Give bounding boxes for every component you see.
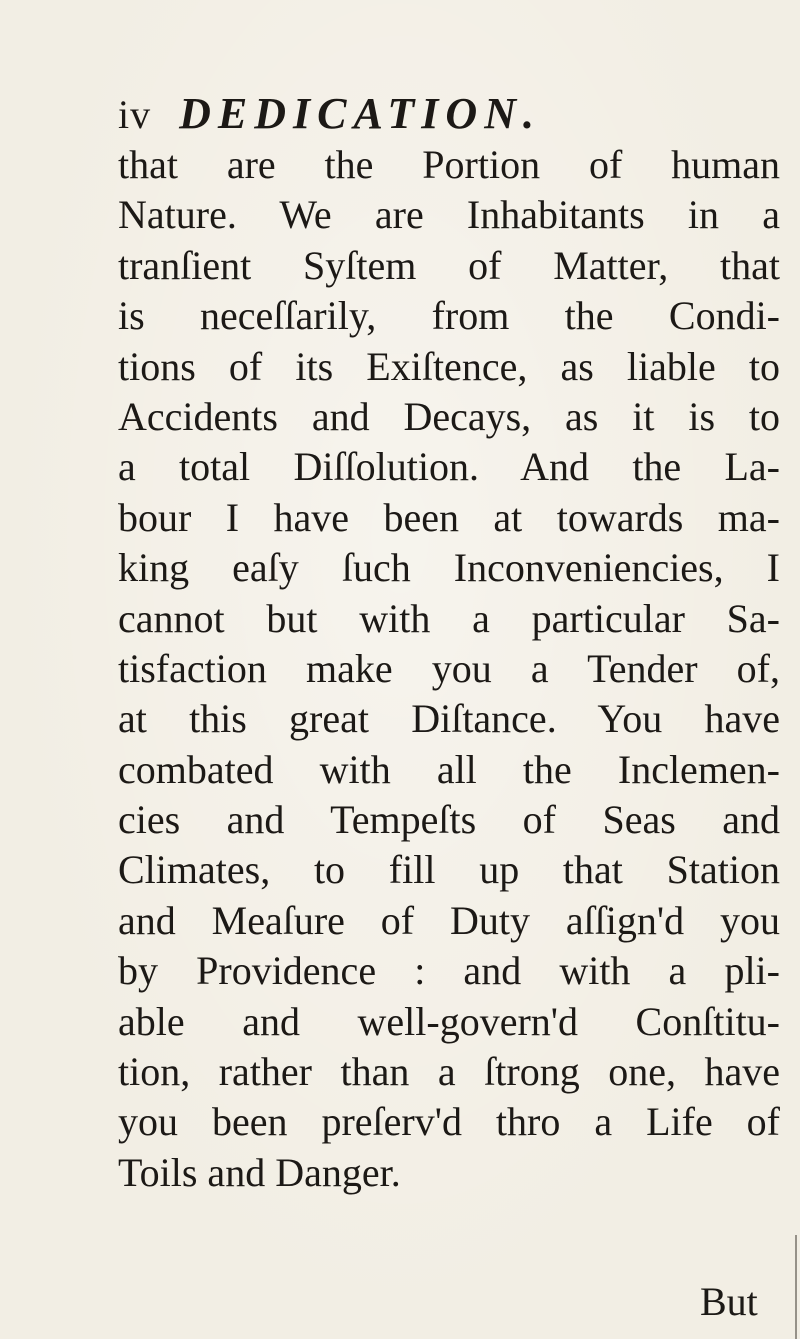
text-line-last: Toils and Danger. — [118, 1149, 401, 1195]
text-line: tion, rather than a ſtrong one, have — [118, 1049, 780, 1095]
text-line: and Meaſure of Duty aſſign'd you — [118, 897, 780, 943]
text-line: combated with all the Inclemen- — [118, 746, 780, 792]
text-line: Climates, to fill up that Station — [118, 847, 780, 893]
text-line: Nature. We are Inhabitants in a — [118, 192, 780, 238]
text-line: able and well-govern'd Conſtitu- — [118, 998, 780, 1044]
body-text — [118, 140, 780, 1198]
text-line: cannot but with a particular Sa- — [118, 595, 780, 641]
page-number: iv — [118, 92, 152, 137]
text-line: at this great Diſtance. You have — [118, 696, 780, 742]
running-head: DEDICATION. — [179, 89, 541, 138]
text-line: tions of its Exiſtence, as liable to — [118, 343, 780, 389]
page-header — [118, 88, 541, 138]
text-line: king eaſy ſuch Inconveniencies, I — [118, 545, 780, 591]
text-line: by Providence : and with a pli- — [118, 948, 780, 994]
text-line: you been preſerv'd thro a Life of — [118, 1099, 780, 1145]
text-line: Accidents and Decays, as it is to — [118, 393, 780, 439]
text-line: cies and Tempeſts of Seas and — [118, 797, 780, 843]
text-line: bour I have been at towards ma- — [118, 494, 780, 540]
text-line: is neceſſarily, from the Condi- — [118, 293, 780, 339]
text-line: a total Diſſolution. And the La- — [118, 444, 780, 490]
text-line: tranſient Syſtem of Matter, that — [118, 242, 780, 288]
page-edge-shadow — [795, 1235, 797, 1339]
text-line: that are the Portion of human — [118, 142, 780, 187]
text-line: tisfaction make you a Tender of, — [118, 645, 780, 691]
catchword: But — [700, 1279, 758, 1324]
